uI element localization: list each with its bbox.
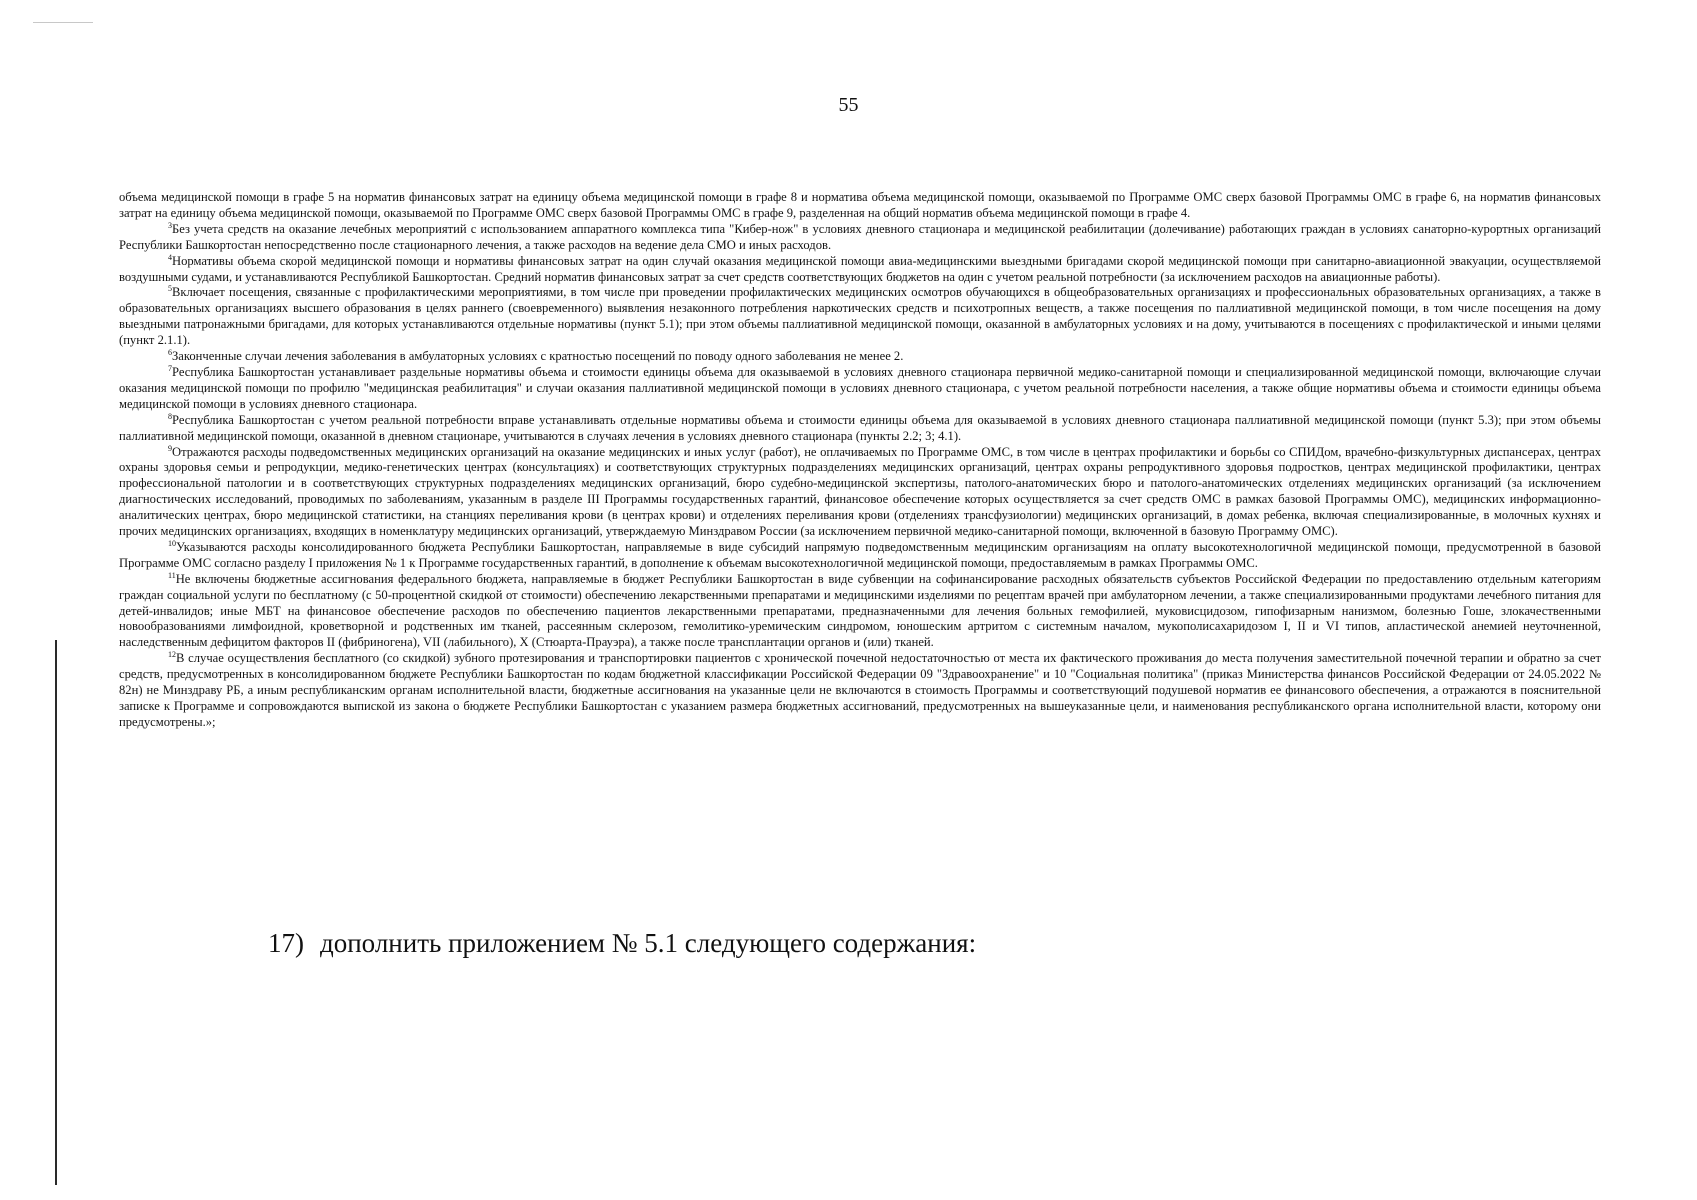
footnote-11: $^{11}$Не включены бюджетные ассигнования федерального бюджета, направляемые в бюджет Республики Башкортостан в виде субвенции на софинансирование расходных обязательств субъектов Российской Федерации по предоставлению отдельным категориям граждан социальной услуги по бесплатному (с 50-процентной скидкой от стоимости) обеспечению лекарственными препаратами и медицинскими изделиями по рецептам врачей при амбулаторном лечении, а также специализированными продуктами лечебного питания для детей-инвалидов; иные МБТ на финансовое обеспечение расходов по обеспечению пациентов лекарственными препаратами, предназначенными для лечения больных гемофилией, муковисцидозом, гипофизарным нанизмом, болезнью Гоше, злокачественными новообразованиями лимфоидной, кроветворной и родственных им тканей, рассеянным склерозом, гемолитико-уремическим синдромом, юношеским артритом с системным началом, мукополисахаридозом I, II и VI типов, апластической анемией неуточненной, наследственным дефицитом факторов II (фибриногена), VII (лабильного), X (Стюарта-Прауэра), а также после трансплантации органов и (или) тканей. (119, 570, 1601, 650)
footnote-10: $^{10}$Указываются расходы консолидированного бюджета Республики Башкортостан, направляемые в виде субсидий напрямую подведомственным медицинским организациям на оплату высокотехнологичной медицинской помощи, предусмотренной в базовой Программе ОМС согласно разделу I приложения № 1 к Программе государственных гарантий, в дополнение к объемам высокотехнологичной медицинской помощи, предоставляемым в рамках Программы ОМС. (119, 538, 1601, 570)
amendment-heading (268, 928, 976, 959)
footnote-3: $^3$Без учета средств на оказание лечебных мероприятий с использованием аппаратного комплекса типа "Кибер-нож" в условиях дневного стационара и медицинской реабилитации (долечивание) работающих граждан в условиях санаторно-курортных организаций Республики Башкортостан непосредственно после стационарного лечения, а также расходов на ведение дела СМО и иных расходов. (119, 220, 1601, 252)
page-number: 55 (838, 94, 859, 116)
footnote-7: $^7$Республика Башкортостан устанавливает раздельные нормативы объема и стоимости единицы объема для оказываемой в условиях дневного стационара первичной медико-санитарной помощи и специализированной медицинской помощи, включающие случаи оказания медицинской помощи по профилю "медицинская реабилитация" и случаи оказания паллиативной медицинской помощи в условиях дневного стационара, с учетом реальной потребности населения, а также общие нормативы объема и стоимости единицы объема медицинской помощи в условиях дневного стационара. (119, 363, 1601, 411)
amendment-text: дополнить приложением № 5.1 следующего содержания: (320, 928, 977, 958)
margin-rule (55, 640, 57, 1185)
scan-mark (33, 22, 93, 23)
footnote-continuation: объема медицинской помощи в графе 5 на норматив финансовых затрат на единицу объема медицинской помощи в графе 8 и норматива объема медицинской помощи, оказываемой по Программе ОМС сверх базовой Программы ОМС в графе 6, на норматив финансовых затрат на единицу объема медицинской помощи, оказываемой по Программе ОМС сверх базовой Программы ОМС в графе 9, разделенная на общий норматив объема медицинской помощи в графе 4. (119, 190, 1601, 220)
footnote-9: $^9$Отражаются расходы подведомственных медицинских организаций на оказание медицинских и иных услуг (работ), не оплачиваемых по Программе ОМС, в том числе в центрах профилактики и борьбы со СПИДом, врачебно-физкультурных диспансерах, центрах охраны здоровья семьи и репродукции, медико-генетических центрах (консультациях) и соответствующих структурных подразделениях медицинских организаций, центрах охраны репродуктивного здоровья подростков, центрах медицинской профилактики, центрах профессиональной патологии и в соответствующих структурных подразделениях медицинских организаций, бюро судебно-медицинской экспертизы, патолого-анатомических бюро и патолого-анатомических отделениях медицинских организаций (за исключением диагностических исследований, проводимых по заболеваниям, указанным в разделе III Программы государственных гарантий, финансовое обеспечение которых осуществляется за счет средств ОМС в рамках базовой Программы ОМС), медицинских информационно-аналитических центрах, бюро медицинской статистики, на станциях переливания крови (в центрах крови) и отделениях переливания крови (отделениях трансфузиологии) медицинских организаций, в домах ребенка, включая специализированные, в молочных кухнях и прочих медицинских организациях, входящих в номенклатуру медицинских организаций, утверждаемую Минздравом России (за исключением первичной медико-санитарной помощи, включенной в базовую Программу ОМС). (119, 443, 1601, 539)
footnote-4: $^4$Нормативы объема скорой медицинской помощи и нормативы финансовых затрат на один случай оказания медицинской помощи авиа-медицинскими выездными бригадами скорой медицинской помощи при санитарно-авиационной эвакуации, осуществляемой воздушными судами, и устанавливаются Республикой Башкортостан. Средний норматив финансовых затрат за счет средств соответствующих бюджетов на один с учетом реальной потребности (за исключением расходов на авиационные работы). (119, 252, 1601, 284)
footnote-12: $^{12}$В случае осуществления бесплатного (со скидкой) зубного протезирования и транспортировки пациентов с хронической почечной недостаточностью от места их фактического проживания до места получения заместительной почечной терапии и обратно за счет средств, предусмотренных в консолидированном бюджете Республики Башкортостан по кодам бюджетной классификации Российской Федерации 09 "Здравоохранение" и 10 "Социальная политика" (приказ Министерства финансов Российской Федерации от 24.05.2022 № 82н) не Минздраву РБ, а иным республиканским органам исполнительной власти, бюджетные ассигнования на указанные цели не включаются в стоимость Программы и соответствующий подушевой норматив ее финансового обеспечения, а отражаются в пояснительной записке к Программе и сопровождаются выпиской из закона о бюджете Республики Башкортостан с указанием размера бюджетных ассигнований, предусмотренных на вышеуказанные цели, и наименования республиканского органа исполнительной власти, которому они предусмотрены.»; (119, 650, 1601, 729)
footnote-5: $^5$Включает посещения, связанные с профилактическими мероприятиями, в том числе при проведении профилактических медицинских осмотров обучающихся в общеобразовательных организациях и профессиональных образовательных организациях, а также в образовательных организациях высшего образования в целях раннего (своевременного) выявления незаконного потребления наркотических средств и психотропных веществ, а также посещения по паллиативной медицинской помощи, в том числе посещения на дому выездными патронажными бригадами, для которых устанавливаются отдельные нормативы (пункт 5.1); при этом объемы паллиативной медицинской помощи, оказанной в амбулаторных условиях и на дому, учитываются в посещениях с профилактической и иными целями (пункт 2.1.1). (119, 284, 1601, 348)
footnotes-block (119, 190, 1601, 731)
footnote-6: $^6$Законченные случаи лечения заболевания в амбулаторных условиях с кратностью посещений по поводу одного заболевания не менее 2. (168, 348, 904, 364)
footnote-8: $^8$Республика Башкортостан с учетом реальной потребности вправе устанавливать отдельные нормативы объема и стоимости единицы объема для оказываемой в условиях дневного стационара паллиативной медицинской помощи (пункт 5.3); при этом объемы паллиативной медицинской помощи, оказанной в дневном стационаре, учитываются в случаях лечения в условиях дневного стационара (пункты 2.2; 3; 4.1). (119, 411, 1601, 443)
amendment-number: 17) (268, 928, 304, 958)
